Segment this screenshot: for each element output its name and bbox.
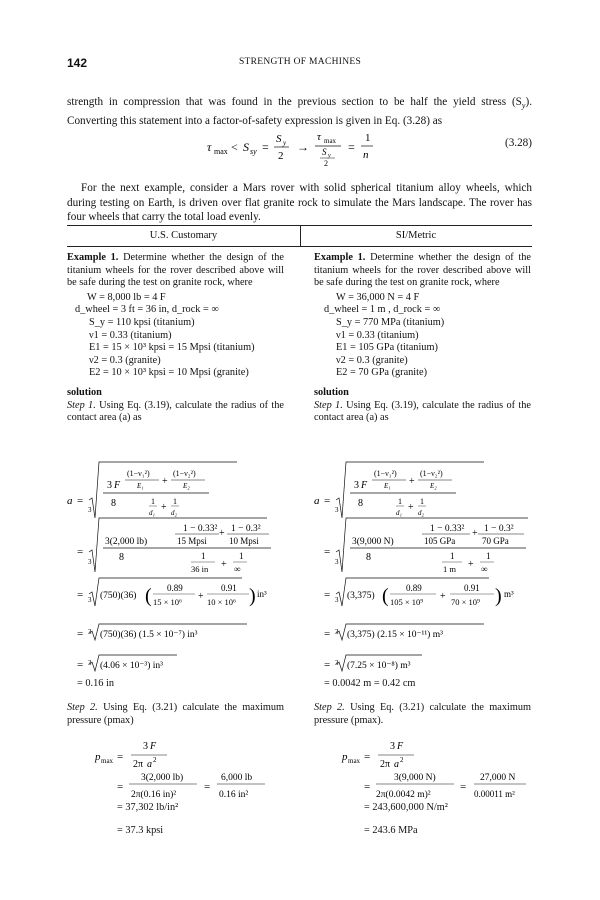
svg-text:(3,375) (2.15 × 10⁻¹¹) m³: (3,375) (2.15 × 10⁻¹¹) m³ bbox=[347, 630, 443, 640]
svg-text:=: = bbox=[460, 781, 467, 793]
svg-text:m³: m³ bbox=[504, 589, 514, 599]
svg-text:2: 2 bbox=[324, 159, 328, 167]
svg-text:E₁: E₁ bbox=[137, 482, 144, 490]
svg-text:=: = bbox=[348, 140, 355, 154]
svg-text:2π: 2π bbox=[133, 759, 144, 770]
svg-text:<: < bbox=[231, 140, 238, 154]
us-pmax-values: = 37,302 lb/in² = 37.3 kpsi bbox=[117, 802, 179, 836]
svg-text:3: 3 bbox=[335, 596, 339, 604]
svg-text:(1−ν₁²): (1−ν₁²) bbox=[374, 469, 397, 478]
svg-text:sy: sy bbox=[250, 147, 257, 156]
equation-number: (3.28) bbox=[504, 137, 532, 149]
svg-text:+: + bbox=[468, 559, 474, 570]
svg-text:+: + bbox=[472, 528, 478, 539]
page-header bbox=[67, 56, 533, 72]
svg-text:3: 3 bbox=[88, 659, 92, 667]
svg-text:1: 1 bbox=[486, 551, 491, 561]
svg-text:3(2,000 lb): 3(2,000 lb) bbox=[141, 773, 184, 783]
svg-text:1: 1 bbox=[173, 497, 177, 506]
svg-text:2: 2 bbox=[153, 756, 157, 764]
svg-text:d₂: d₂ bbox=[418, 509, 424, 517]
svg-text:1 m: 1 m bbox=[443, 564, 456, 574]
svg-text:1: 1 bbox=[201, 551, 206, 561]
svg-text:8: 8 bbox=[358, 498, 363, 509]
svg-text:p: p bbox=[342, 751, 348, 763]
svg-text:τ: τ bbox=[207, 140, 212, 154]
example-label: Example 1. bbox=[314, 252, 366, 263]
svg-text:F: F bbox=[361, 480, 368, 491]
svg-text:=: = bbox=[364, 751, 371, 763]
svg-text:=: = bbox=[77, 628, 84, 640]
svg-text:+: + bbox=[409, 476, 415, 487]
svg-text:a: a bbox=[314, 495, 320, 507]
svg-text:3(9,000 N): 3(9,000 N) bbox=[394, 773, 436, 783]
svg-text:=: = bbox=[204, 781, 211, 793]
us-result-a: = 0.16 in bbox=[77, 678, 114, 689]
svg-text:=: = bbox=[324, 659, 331, 671]
svg-text:3: 3 bbox=[335, 558, 339, 566]
svg-text:y: y bbox=[328, 153, 331, 159]
svg-text:1 − 0.33²: 1 − 0.33² bbox=[430, 524, 465, 534]
solution-label: solution bbox=[314, 386, 349, 398]
us-step2: Step 2. Using Eq. (3.21) calculate the maximum pressure (pmax) bbox=[67, 702, 285, 726]
svg-text:1: 1 bbox=[450, 551, 455, 561]
svg-text:(1−ν₂²): (1−ν₂²) bbox=[173, 469, 196, 478]
si-step2: Step 2. Using Eq. (3.21) calculate the maximum pressure (pmax). bbox=[314, 702, 532, 726]
svg-text:in³: in³ bbox=[257, 589, 267, 599]
svg-text:y: y bbox=[283, 139, 287, 147]
svg-text:F: F bbox=[114, 480, 121, 491]
solution-label: solution bbox=[67, 386, 102, 398]
svg-text:1: 1 bbox=[420, 497, 424, 506]
column-title-si: SI/Metric bbox=[395, 230, 437, 241]
si-result-a: = 0.0042 m = 0.42 cm bbox=[324, 678, 416, 689]
equation-graphic bbox=[67, 127, 532, 167]
column-divider bbox=[300, 226, 301, 246]
svg-text:10 × 10⁶: 10 × 10⁶ bbox=[207, 597, 237, 607]
equation-3-28 bbox=[67, 127, 532, 167]
svg-text:+: + bbox=[221, 559, 227, 570]
svg-text:0.89: 0.89 bbox=[167, 583, 183, 593]
svg-text:d₂: d₂ bbox=[171, 509, 177, 517]
svg-text:3: 3 bbox=[390, 741, 395, 752]
svg-text:d₁: d₁ bbox=[396, 509, 402, 517]
svg-text:max: max bbox=[214, 147, 228, 156]
svg-text:3(9,000 N): 3(9,000 N) bbox=[352, 537, 394, 547]
svg-text:∞: ∞ bbox=[234, 564, 241, 574]
si-pmax-values: = 243,600,000 N/m² = 243.6 MPa bbox=[364, 802, 448, 836]
svg-text:τ: τ bbox=[317, 131, 321, 143]
svg-text:70 GPa: 70 GPa bbox=[482, 536, 509, 546]
svg-text:+: + bbox=[408, 502, 414, 513]
column-title-us: U.S. Customary bbox=[149, 230, 218, 241]
svg-text:0.91: 0.91 bbox=[464, 583, 480, 593]
svg-text:2π: 2π bbox=[380, 759, 391, 770]
svg-text:1 − 0.3²: 1 − 0.3² bbox=[484, 524, 514, 534]
svg-text:=: = bbox=[77, 495, 84, 507]
svg-text:=: = bbox=[364, 781, 371, 793]
running-title: STRENGTH OF MACHINES bbox=[238, 57, 362, 67]
svg-text:E₂: E₂ bbox=[430, 482, 437, 490]
svg-text:0.00011 m²: 0.00011 m² bbox=[474, 789, 515, 799]
svg-text:3: 3 bbox=[335, 659, 339, 667]
svg-text:1 − 0.33²: 1 − 0.33² bbox=[183, 524, 218, 534]
svg-text:3: 3 bbox=[335, 506, 339, 514]
table-header-rule bbox=[67, 246, 532, 247]
page-number: 142 bbox=[67, 56, 88, 70]
svg-text:+: + bbox=[219, 528, 225, 539]
svg-text:(: ( bbox=[382, 585, 389, 607]
svg-text:): ) bbox=[249, 585, 256, 607]
svg-text:F: F bbox=[150, 741, 157, 752]
svg-text:=: = bbox=[117, 781, 124, 793]
svg-text:d₁: d₁ bbox=[149, 509, 155, 517]
svg-text:+: + bbox=[440, 591, 446, 602]
svg-text:a: a bbox=[394, 759, 399, 770]
svg-text:105 × 10⁹: 105 × 10⁹ bbox=[390, 597, 424, 607]
svg-text:max: max bbox=[324, 137, 337, 145]
svg-text:=: = bbox=[77, 659, 84, 671]
svg-text:a: a bbox=[67, 495, 73, 507]
svg-text:0.16 in²: 0.16 in² bbox=[219, 790, 249, 800]
svg-text:8: 8 bbox=[111, 498, 116, 509]
svg-text:105 GPa: 105 GPa bbox=[424, 536, 456, 546]
svg-text:max: max bbox=[101, 757, 114, 765]
us-column: Example 1. Determine whether the design of the titanium wheels for the rover described above will be safe during the test on granite rock, where W = 8,000 lb = 4 F d_wheel = 3 ft = 36 in, d_rock = ∞ S_y = 110 kpsi (titanium) ν1 = 0.33 (titanium) E1 = 15 × 10³ kpsi = 15 Mpsi (titanium) ν2 = 0.3 (granite) E2 = 10 × 10³ kpsi = 10 Mpsi (granite) solution Step 1. Using Eq. (3.19), calculate the radius of the contact area (a) as bbox=[67, 252, 285, 424]
svg-text:E₁: E₁ bbox=[384, 482, 391, 490]
svg-text:15 × 10⁶: 15 × 10⁶ bbox=[153, 597, 183, 607]
svg-text:1 − 0.3²: 1 − 0.3² bbox=[231, 524, 261, 534]
svg-text:(750)(36): (750)(36) bbox=[100, 591, 137, 601]
svg-text:3(2,000 lb): 3(2,000 lb) bbox=[105, 537, 148, 547]
svg-text:(750)(36) (1.5 × 10⁻⁷) in³: (750)(36) (1.5 × 10⁻⁷) in³ bbox=[100, 630, 198, 640]
svg-text:6,000 lb: 6,000 lb bbox=[221, 773, 253, 783]
svg-text:10 Mpsi: 10 Mpsi bbox=[229, 536, 259, 546]
svg-text:=: = bbox=[262, 140, 269, 154]
svg-text:∞: ∞ bbox=[481, 564, 488, 574]
svg-text:S: S bbox=[322, 147, 327, 157]
svg-text:2: 2 bbox=[278, 150, 284, 162]
svg-text:1: 1 bbox=[398, 497, 402, 506]
svg-text:E₂: E₂ bbox=[183, 482, 190, 490]
svg-text:8: 8 bbox=[366, 552, 371, 563]
svg-text:0.91: 0.91 bbox=[221, 583, 237, 593]
svg-text:=: = bbox=[324, 589, 331, 601]
svg-text:3: 3 bbox=[335, 628, 339, 636]
svg-text:2π(0.0042 m)²: 2π(0.0042 m)² bbox=[376, 790, 431, 800]
svg-text:36 in: 36 in bbox=[191, 564, 209, 574]
svg-text:3: 3 bbox=[88, 596, 92, 604]
svg-text:3: 3 bbox=[88, 558, 92, 566]
svg-text:2π(0.16 in)²: 2π(0.16 in)² bbox=[131, 790, 177, 800]
svg-text:3: 3 bbox=[88, 506, 92, 514]
svg-text:=: = bbox=[324, 628, 331, 640]
svg-text:p: p bbox=[95, 751, 101, 763]
svg-text:+: + bbox=[198, 591, 204, 602]
svg-text:): ) bbox=[495, 585, 502, 607]
svg-text:3: 3 bbox=[143, 741, 148, 752]
svg-text:=: = bbox=[117, 751, 124, 763]
svg-text:(1−ν₁²): (1−ν₁²) bbox=[127, 469, 150, 478]
svg-text:(: ( bbox=[145, 585, 152, 607]
given-values: W = 8,000 lb = 4 F d_wheel = 3 ft = 36 in, d_rock = ∞ S_y = 110 kpsi (titanium) ν1 = 0.33 (titanium) E1 = 15 × 10³ kpsi = 15 Mpsi (titanium) ν2 = 0.3 (granite) E2 = 10 × 10³ kpsi = 10 Mpsi (granite) bbox=[75, 291, 255, 379]
svg-text:+: + bbox=[161, 502, 167, 513]
svg-text:0.89: 0.89 bbox=[406, 583, 422, 593]
svg-text:a: a bbox=[147, 759, 152, 770]
svg-text:3: 3 bbox=[88, 628, 92, 636]
svg-text:(4.06 × 10⁻³) in³: (4.06 × 10⁻³) in³ bbox=[100, 661, 164, 671]
svg-text:S: S bbox=[243, 140, 249, 154]
svg-text:S: S bbox=[276, 133, 282, 145]
svg-text:=: = bbox=[77, 589, 84, 601]
svg-text:F: F bbox=[397, 741, 404, 752]
si-column: Example 1. Determine whether the design of the titanium wheels for the rover described above will be safe during the test on granite rock, where W = 36,000 N = 4 F d_wheel = 1 m , d_rock = ∞ S_y = 770 MPa (titanium) ν1 = 0.33 (titanium) E1 = 105 GPa (titanium) ν2 = 0.3 (granite) E2 = 70 GPa (granite) solution Step 1. Using Eq. (3.19), calculate the radius of the contact area (a) as bbox=[314, 252, 532, 424]
svg-text:(3,375): (3,375) bbox=[347, 591, 375, 601]
svg-text:1: 1 bbox=[239, 551, 244, 561]
svg-text:→: → bbox=[297, 140, 309, 154]
svg-text:27,000 N: 27,000 N bbox=[480, 773, 516, 783]
intro-paragraph: strength in compression that was found in the previous section to be half the yield stress $(S_y)$. Converting this statement into a factor-of-safety expression is given in Eq. (3.28) as bbox=[67, 96, 532, 127]
svg-text:2: 2 bbox=[400, 756, 404, 764]
example-label: Example 1. bbox=[67, 252, 119, 263]
svg-text:(1−ν₂²): (1−ν₂²) bbox=[420, 469, 443, 478]
svg-text:3: 3 bbox=[107, 480, 112, 491]
svg-text:3: 3 bbox=[354, 480, 359, 491]
svg-text:8: 8 bbox=[119, 552, 124, 563]
svg-text:+: + bbox=[162, 476, 168, 487]
svg-text:(7.25 × 10⁻⁸) m³: (7.25 × 10⁻⁸) m³ bbox=[347, 661, 411, 671]
svg-text:=: = bbox=[324, 546, 331, 558]
svg-text:max: max bbox=[348, 757, 361, 765]
svg-text:n: n bbox=[363, 149, 369, 161]
svg-text:=: = bbox=[77, 546, 84, 558]
svg-text:1: 1 bbox=[365, 132, 371, 144]
svg-text:70 × 10⁹: 70 × 10⁹ bbox=[451, 597, 481, 607]
svg-text:=: = bbox=[324, 495, 331, 507]
svg-text:15 Mpsi: 15 Mpsi bbox=[177, 536, 207, 546]
given-values: W = 36,000 N = 4 F d_wheel = 1 m , d_rock = ∞ S_y = 770 MPa (titanium) ν1 = 0.33 (titanium) E1 = 105 GPa (titanium) ν2 = 0.3 (granite) E2 = 70 GPa (granite) bbox=[324, 291, 445, 379]
paragraph-rover: For the next example, consider a Mars rover with solid spherical titanium alloy wheels, which during testing on Earth, is driven over flat granite rock to simulate the Mars landscape. The rover has four wheels that carry the total load evenly. bbox=[67, 182, 532, 224]
svg-text:1: 1 bbox=[151, 497, 155, 506]
